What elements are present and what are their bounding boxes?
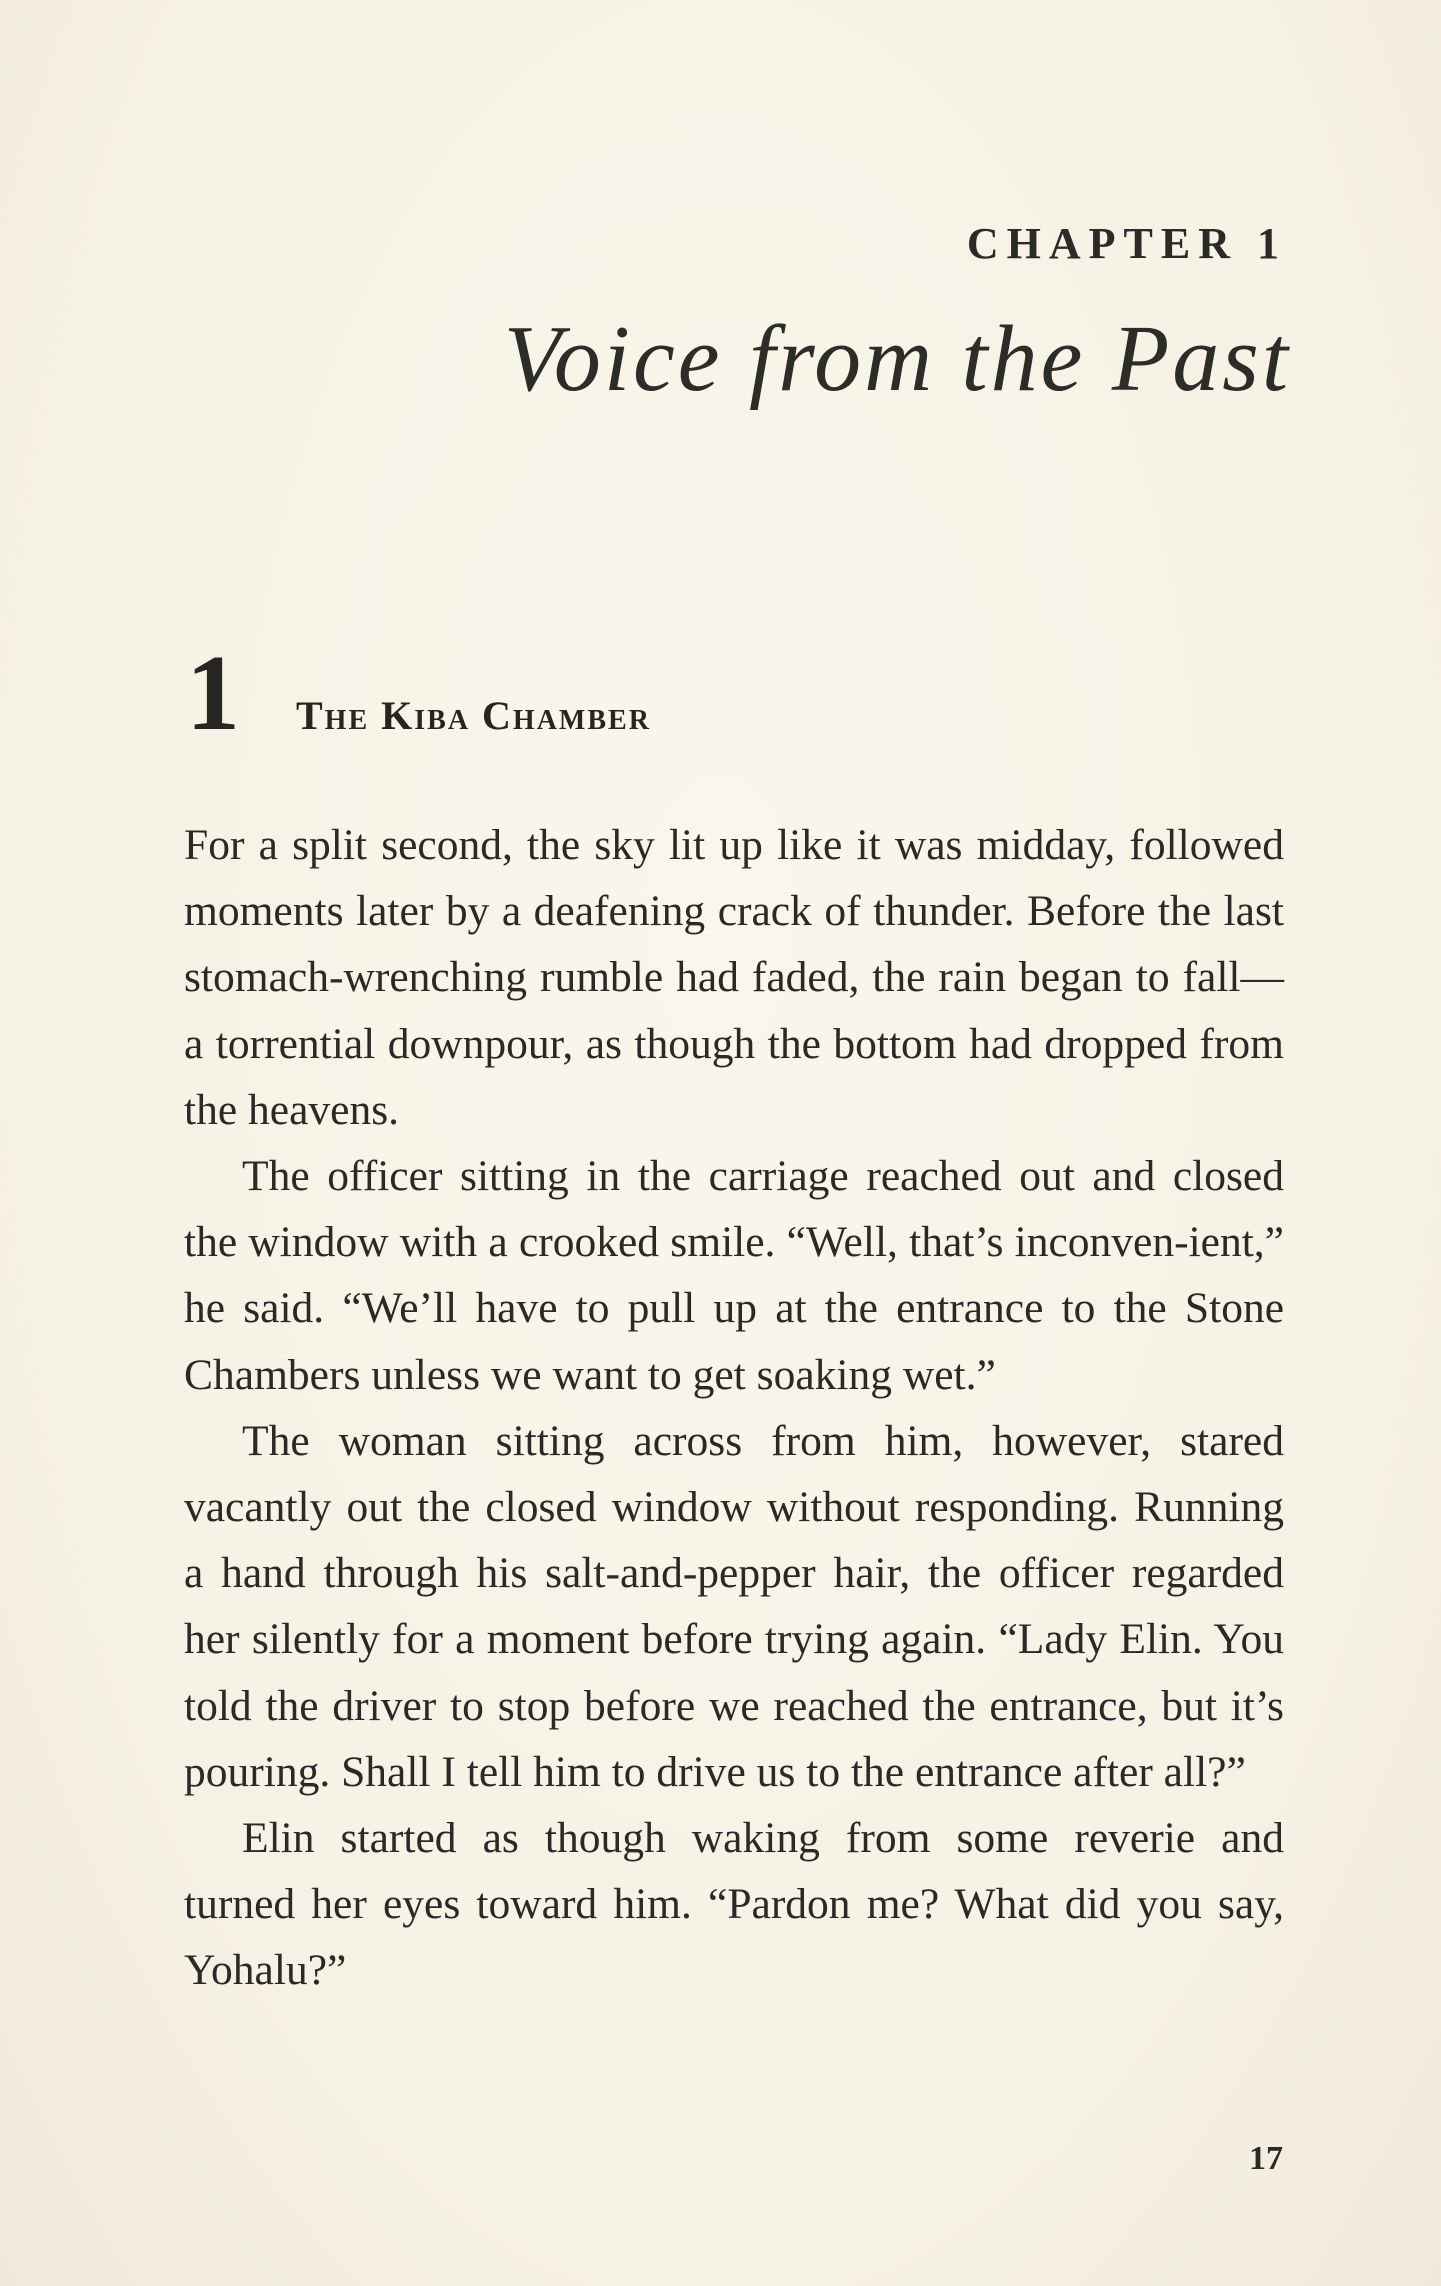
page-number: 17 <box>1249 2140 1283 2177</box>
paragraph-2: The officer sitting in the carriage reached out and closed the window with a crooked smile. “Well, that’s inconven-ient,” he said. “We’ll have to pull up at the entrance to the Stone Chambers unless we want to get soaking wet.” <box>184 1152 1284 1399</box>
paragraph-4: Elin started as though waking from some reverie and turned her eyes toward him. “Pardon me? What did you say, Yohalu?” <box>184 1814 1284 1995</box>
section-heading <box>186 634 651 753</box>
chapter-label: CHAPTER 1 <box>966 219 1287 268</box>
chapter-title: Voice from the Past <box>503 307 1291 411</box>
paragraph-3: The woman sitting across from him, however, stared vacantly out the closed window without responding. Running a hand through his salt-and-pepper hair, the officer regarded her silently for a moment before trying again. “Lady Elin. You told the driver to stop before we reached the entrance, but it’s pouring. Shall I tell him to drive us to the entrance after all?” <box>184 1416 1284 1796</box>
paragraph-1: For a split second, the sky lit up like it was midday, followed moments later by a deafening crack of thunder. Before the last stomach-wrenching rumble had faded, the rain began to fall—a torrential downpour, as though the bottom had dropped from the heavens. <box>184 821 1284 1134</box>
section-title: The Kiba Chamber <box>296 693 651 738</box>
body-text <box>184 812 1284 2004</box>
section-number: 1 <box>186 634 240 753</box>
